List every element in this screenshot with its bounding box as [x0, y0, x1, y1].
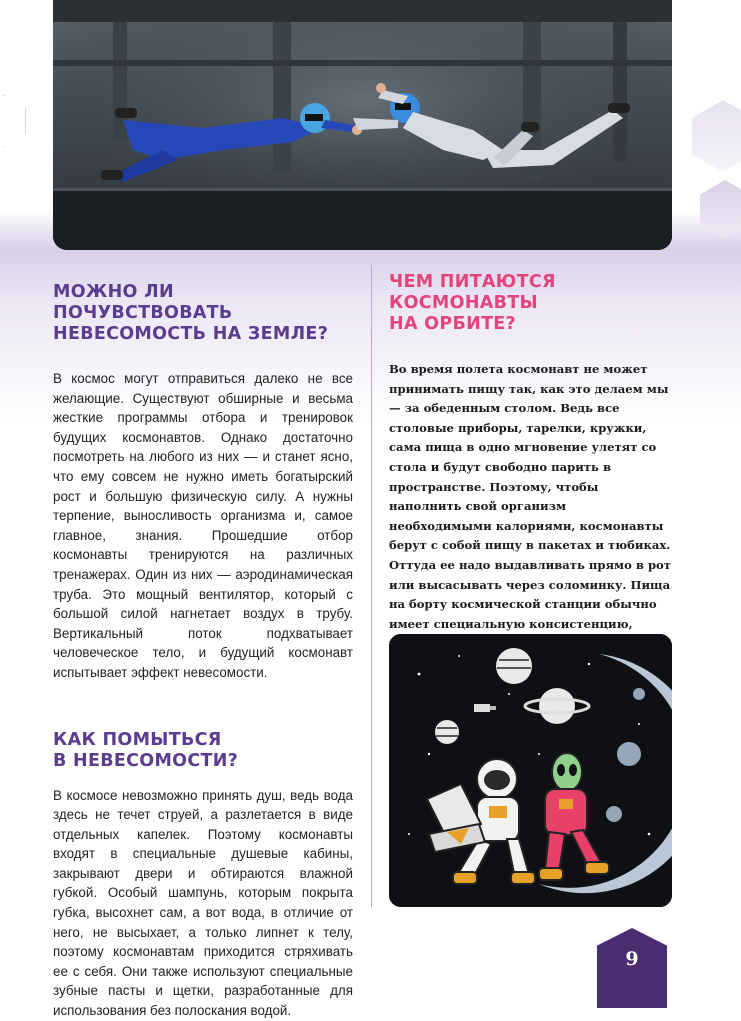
heading-line: В НЕВЕСОМОСТИ? — [53, 750, 239, 771]
section-body: В космосе невозможно принять душ, ведь вода здесь не течет струей, а разлетается в виде отдельных капелек. Поэтому космонавты входят в специальные душевые кабины, закрывают двери и обтираются влажной губкой. Особый шампунь, которым покрыта губка, высохнет сам, а вот вода, в отличие от него, не высыхает, а только липнет к телу, поэтому космонавтам приходится стряхивать ее с себя. Они также используют специальные зубные пасты и щетки, разработанные для использования без полоскания водой. — [53, 787, 353, 1019]
heading-line: НА ОРБИТЕ? — [389, 314, 517, 334]
section-body: В космос могут отправиться далеко не все желающие. Существуют обширные и весьма жесткие программы отбора и тренировок будущих космонавтов. Однако достаточно посмотреть на любого из них — и станет ясно, что ему совсем не нужно иметь богатырский рост и большую физическую силу. А нужны терпение, выносливость организма и, самое главное, знания. Прошедшие отбор космонавты тренируются на различных тренажерах. Один из них — аэродинамическая труба. Это мощный вентилятор, который с большой силой нагнетает воздух в трубу. Вертикальный поток подхватывает человеческое тело, и будущий космонавт испытывает эффект невесомости. — [53, 371, 353, 680]
heading-line: ЧЕМ ПИТАЮТСЯ КОСМОНАВТЫ — [389, 272, 556, 313]
heading-line: КАК ПОМЫТЬСЯ — [53, 729, 222, 750]
astronaut-alien-illustration — [389, 634, 672, 907]
section-heading — [389, 272, 672, 335]
left-column — [53, 282, 353, 1021]
section-heading — [53, 282, 353, 345]
page-number: 9 — [625, 948, 639, 970]
heading-line: МОЖНО ЛИ ПОЧУВСТВОВАТЬ — [53, 282, 233, 323]
wind-tunnel-photo — [53, 0, 672, 250]
heading-line: НЕВЕСОМОСТЬ НА ЗЕМЛЕ? — [53, 324, 329, 344]
section-heading — [53, 730, 353, 772]
column-divider — [371, 265, 372, 907]
section-body: Во время полета космонавт не может принимать пищу так, как это делаем мы — за обеденным столом. Ведь все столовые приборы, тарелки, кружки, сама пища в одно мгновение улетят со стола и будут свободно парить в пространстве. Поэтому, чтобы наполнить свой организм необходимыми калориями, космонавты берут с собой пищу в пакетах и тюбиках. Оттуда ее надо выдавливать прямо в рот или высасывать через соломинку. Пища на борту космической станции обычно имеет специальную консистенцию, — [389, 362, 671, 631]
